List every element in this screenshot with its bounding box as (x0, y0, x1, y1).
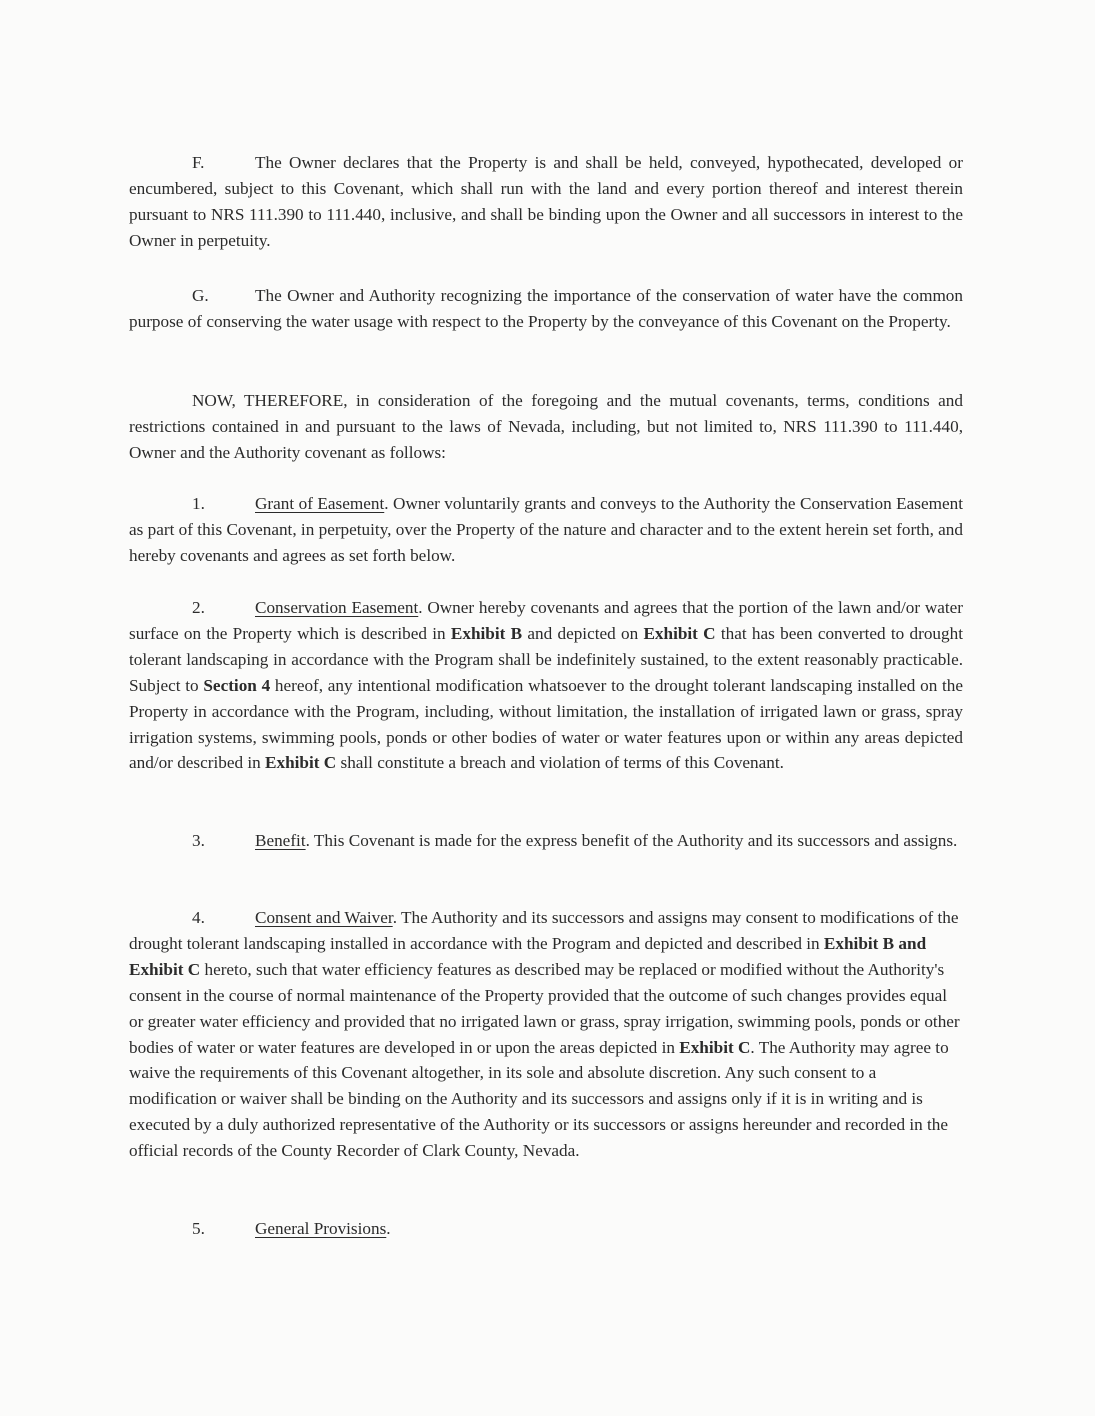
section-4-text-2: hereto, such that water efficiency features as described may be replaced or modified without the Authority's consent in the course of normal maintenance of the Property provided that the outcome of such changes provides equal or greater water efficiency and provided that no irrigated lawn or grass, spray irrigation, swimming pools, ponds or other bodies of water or water features are developed in or upon the areas depicted in (129, 959, 960, 1057)
section-4-text-3: . The Authority may agree to waive the requirements of this Covenant altogether, in its sole and absolute discretion. Any such consent to a modification or waiver shall be binding on the Authority and its successors and assigns only if it is in writing and is executed by a duly authorized representative of the Authority or its successors or assigns hereunder and recorded in the official records of the County Recorder of Clark County, Nevada. (129, 1037, 949, 1161)
section-5-number: 5. (192, 1219, 205, 1238)
section-2-text-5: shall constitute a breach and violation of terms of this Covenant. (336, 753, 784, 773)
section-1-text: . Owner voluntarily grants and conveys to the Authority the Conservation Easement as part of this Covenant, in perpetuity, over the Property of the nature and character and to the extent herein set forth, and hereby covenants and agrees as set forth below. (129, 494, 963, 565)
exhibit-c-reference: Exhibit C (265, 753, 337, 773)
section-2-text-2: and depicted on (522, 623, 644, 643)
section-4-heading: Consent and Waiver (255, 908, 393, 927)
recital-f (129, 150, 963, 254)
section-3-text: . This Covenant is made for the express benefit of the Authority and its successors and assigns. (305, 831, 958, 850)
section-4-number: 4. (192, 908, 205, 927)
now-therefore-text: NOW, THEREFORE, in consideration of the foregoing and the mutual covenants, terms, conditions and restrictions contained in and pursuant to the laws of Nevada, including, but not limited to, NRS 111.390 to 111.440, Owner and the Authority covenant as follows: (129, 391, 963, 462)
section-2-text-1: . Owner hereby covenants and agrees that the portion of the lawn and/or water surface on the Property which is described in (129, 598, 964, 643)
exhibit-b-and-c-reference: Exhibit B and Exhibit C (129, 933, 927, 979)
recital-g (129, 283, 963, 335)
section-3-number: 3. (192, 831, 205, 850)
section-2 (129, 595, 963, 776)
recital-g-text: The Owner and Authority recognizing the importance of the conservation of water have the common purpose of conserving the water usage with respect to the Property by the conveyance of this Covenant on the Property. (129, 286, 963, 331)
recital-g-number: G. (192, 286, 209, 305)
now-therefore-clause (129, 388, 963, 466)
section-2-text-4: hereof, any intentional modification whatsoever to the drought tolerant landscaping installed on the Property in accordance with the Program, including, without limitation, the installation of irrigated lawn or grass, spray irrigation systems, swimming pools, ponds or other bodies of water or water features upon or within any areas depicted and/or described in (129, 675, 964, 773)
exhibit-c-reference: Exhibit C (679, 1037, 751, 1057)
section-4-text-1: . The Authority and its successors and assigns may consent to modifications of the drought tolerant landscaping installed in accordance with the Program and depicted and described in (129, 908, 959, 953)
section-1-heading: Grant of Easement (255, 494, 385, 513)
section-3-heading: Benefit (255, 831, 306, 850)
section-5-heading: General Provisions (255, 1219, 387, 1238)
section-3 (129, 828, 963, 854)
recital-f-number: F. (192, 153, 205, 172)
section-1-number: 1. (192, 494, 205, 513)
section-5-text: . (386, 1219, 391, 1238)
section-2-number: 2. (192, 598, 205, 617)
exhibit-c-reference: Exhibit C (643, 623, 716, 643)
section-4-reference: Section 4 (203, 675, 271, 695)
section-4 (129, 905, 963, 1164)
exhibit-b-reference: Exhibit B (450, 623, 523, 643)
section-2-heading: Conservation Easement (255, 598, 419, 617)
recital-f-text: The Owner declares that the Property is and shall be held, conveyed, hypothecated, developed or encumbered, subject to this Covenant, which shall run with the land and every portion thereof and interest therein pursuant to NRS 111.390 to 111.440, inclusive, and shall be binding upon the Owner and all successors in interest to the Owner in perpetuity. (129, 153, 963, 250)
section-5 (129, 1216, 963, 1242)
section-1 (129, 491, 963, 569)
section-2-text-3: that has been converted to drought tolerant landscaping in accordance with the Program shall be indefinitely sustained, to the extent reasonably practicable. Subject to (129, 623, 963, 695)
